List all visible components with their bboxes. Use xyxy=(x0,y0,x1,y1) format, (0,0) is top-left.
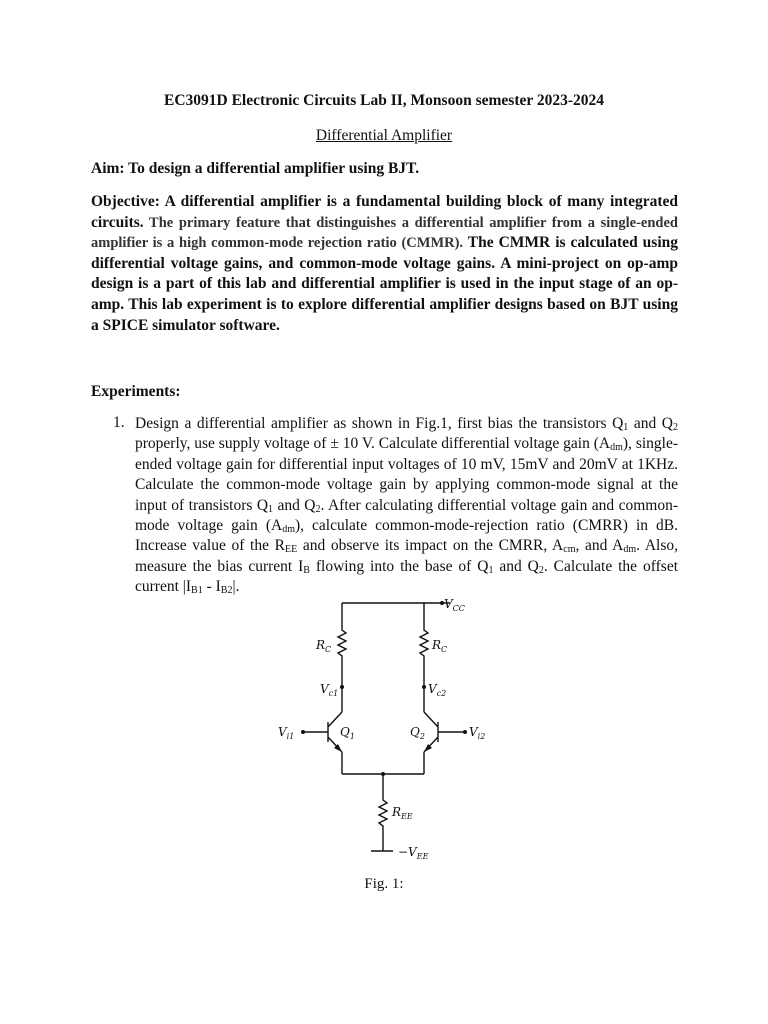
objective-part-3: The CMMR is calculated using differential voltage gains, and common-mode voltage gains. A mini-project on op-amp design is a part of this lab and differential amplifier is used in the input stage of an op-amp. This lab experiment is to explore differential amplifier designs based on BJT using a SPICE simulator software. xyxy=(91,234,678,334)
vi1-label: $V_{i1}$ xyxy=(278,725,295,741)
vcc-label: $V_{CC}$ xyxy=(444,597,465,613)
document-title: EC3091D Electronic Circuits Lab II, Monsoon semester 2023-2024 xyxy=(163,92,604,109)
aim-statement: Aim: To design a differential amplifier using BJT. xyxy=(91,160,420,177)
vc1-label: $V_{c1}$ xyxy=(320,682,339,698)
objective-paragraph xyxy=(91,192,678,336)
rc-right-label: $R_C$ xyxy=(432,638,448,654)
vee-label: $-V_{EE}$ xyxy=(398,845,429,861)
q1-label: $Q_1$ xyxy=(340,725,355,741)
ree-resistor xyxy=(379,774,387,851)
experiment-item-text: Design a differential amplifier as shown in Fig.1, first bias the transistors $Q_1$ and $Q_2$ properly, use supply voltage of ± 10 V. Calculate differential voltage gain $(A_{dm})$, single-ended voltage gain for differential input voltages of 10 mV, 15mV and 20mV at 1KHz. Calculate the common-mode voltage gain by applying common-mode signal at the input of transistors $Q_1$ and $Q_2$. After calculating differential voltage gain and common-mode voltage gain $(A_{dm})$, calculate common-mode-rejection ratio (CMRR) in dB. Increase value of the $R_{EE}$ and observe its impact on the CMRR, $A_{cm}$, and $A_{dm}$. Also, measure the bias current $I_B$ flowing into the base of $Q_1$ and $Q_2$. Calculate the offset current $|I_{B1} - I_{B2}|$. xyxy=(135,415,678,597)
objective-part-1: A differential amplifier is a fundamental building block of many integrated circuits. xyxy=(91,193,678,231)
ree-label: $R_{EE}$ xyxy=(392,805,413,821)
objective-part-2: The primary feature that distinguishes a differential amplifier from a single-ended amplifier is a high common-mode rejection ratio (CMMR). xyxy=(91,214,678,252)
rc-right-resistor xyxy=(420,603,428,687)
document-subtitle: Differential Amplifier xyxy=(315,127,453,144)
rc-left-resistor xyxy=(338,603,346,687)
vc2-label: $V_{c2}$ xyxy=(428,682,447,698)
q2-label: $Q_2$ xyxy=(410,725,425,741)
objective-label: Objective: xyxy=(91,193,160,210)
experiments-heading: Experiments: xyxy=(91,383,181,400)
differential-amplifier-circuit xyxy=(270,590,500,865)
figure-caption: Fig. 1: xyxy=(364,876,404,892)
vi2-label: $V_{i2}$ xyxy=(469,725,486,741)
rc-left-label: $R_C$ xyxy=(316,638,332,654)
list-item-number: 1. xyxy=(113,414,125,431)
